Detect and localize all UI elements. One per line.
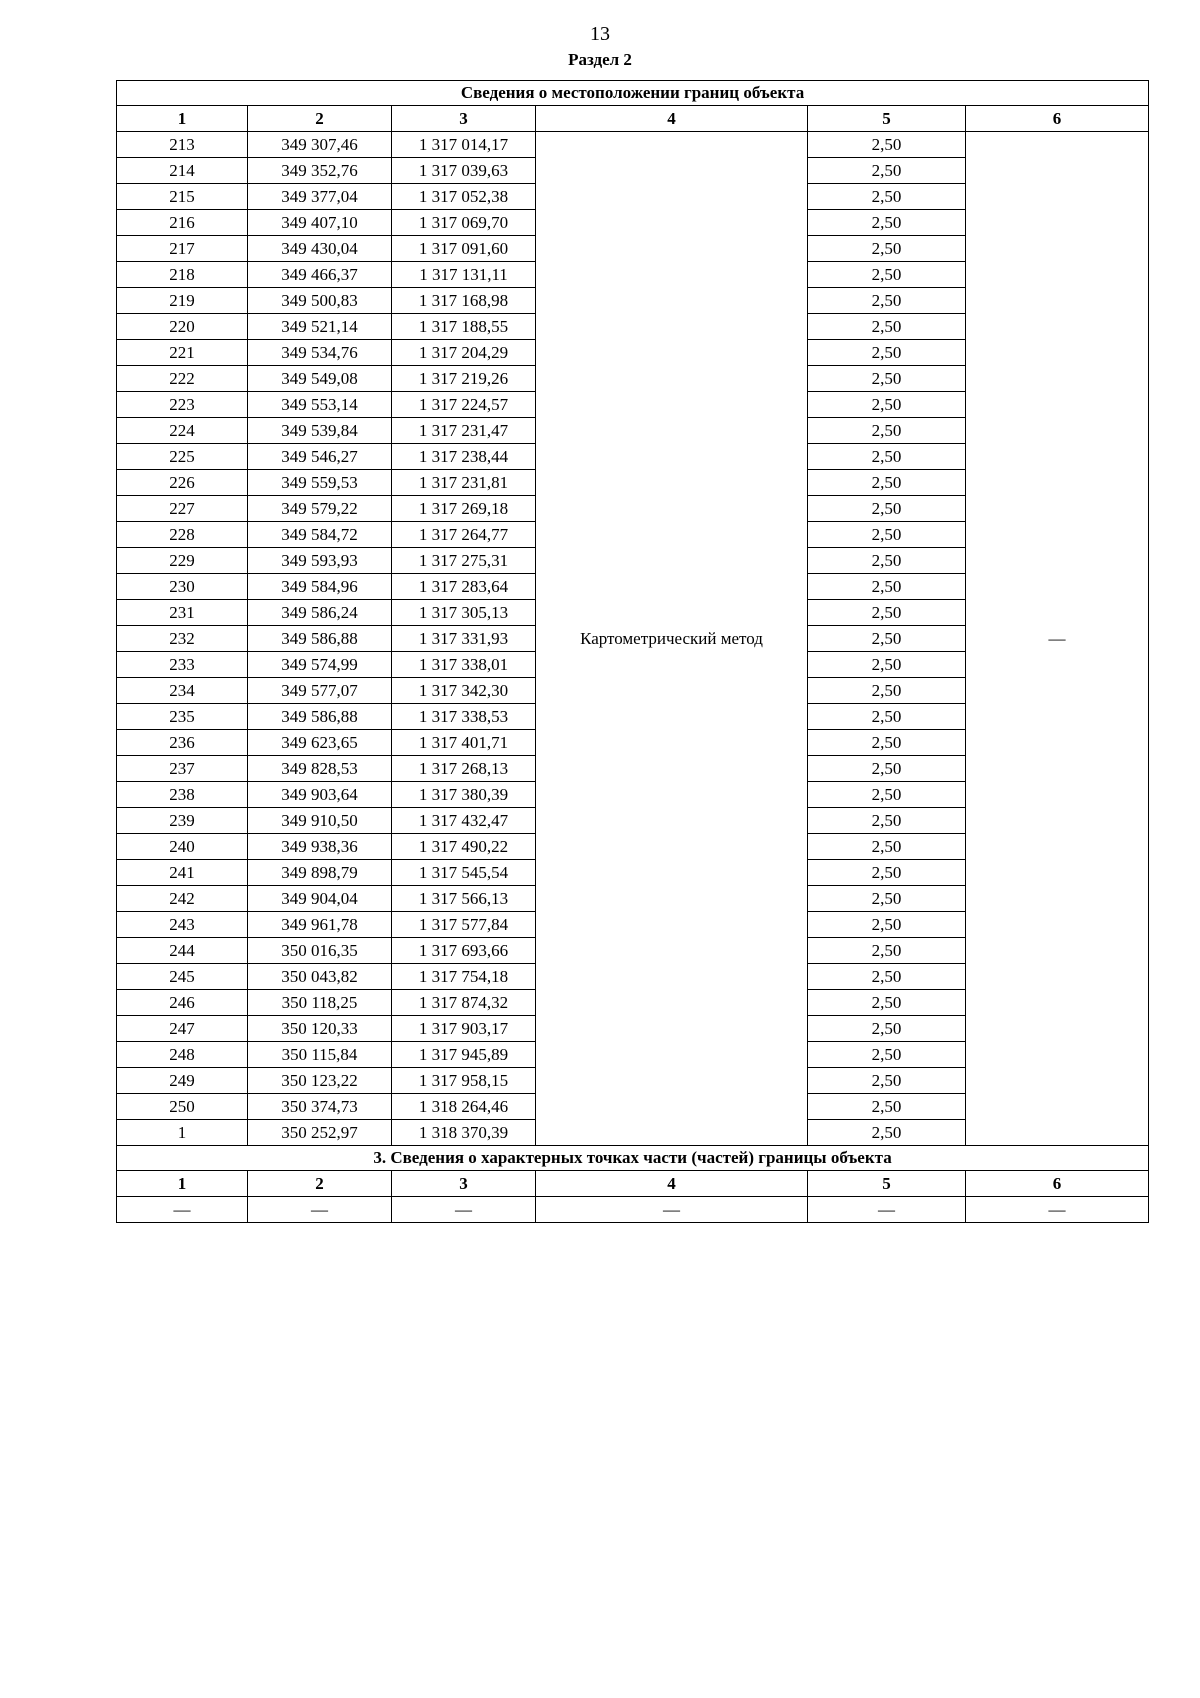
section3-empty-cell: — (536, 1197, 808, 1223)
point-number-cell: 220 (117, 314, 248, 340)
point-number-cell: 215 (117, 184, 248, 210)
y-coordinate-cell: 1 317 874,32 (392, 990, 536, 1016)
section3-column-number: 2 (248, 1171, 392, 1197)
point-number-cell: 228 (117, 522, 248, 548)
point-number-cell: 234 (117, 678, 248, 704)
accuracy-cell: 2,50 (808, 756, 966, 782)
accuracy-cell: 2,50 (808, 886, 966, 912)
x-coordinate-cell: 349 577,07 (248, 678, 392, 704)
x-coordinate-cell: 349 579,22 (248, 496, 392, 522)
point-number-cell: 247 (117, 1016, 248, 1042)
x-coordinate-cell: 350 043,82 (248, 964, 392, 990)
boundary-table (116, 80, 1149, 1223)
x-coordinate-cell: 350 252,97 (248, 1120, 392, 1146)
point-number-cell: 235 (117, 704, 248, 730)
y-coordinate-cell: 1 317 188,55 (392, 314, 536, 340)
y-coordinate-cell: 1 317 283,64 (392, 574, 536, 600)
accuracy-cell: 2,50 (808, 210, 966, 236)
point-number-cell: 214 (117, 158, 248, 184)
y-coordinate-cell: 1 317 945,89 (392, 1042, 536, 1068)
section3-empty-cell: — (392, 1197, 536, 1223)
x-coordinate-cell: 349 546,27 (248, 444, 392, 470)
point-number-cell: 238 (117, 782, 248, 808)
y-coordinate-cell: 1 317 091,60 (392, 236, 536, 262)
x-coordinate-cell: 349 307,46 (248, 132, 392, 158)
point-number-cell: 240 (117, 834, 248, 860)
y-coordinate-cell: 1 317 338,53 (392, 704, 536, 730)
x-coordinate-cell: 349 961,78 (248, 912, 392, 938)
section3-column-number: 4 (536, 1171, 808, 1197)
point-number-cell: 222 (117, 366, 248, 392)
point-number-cell: 237 (117, 756, 248, 782)
point-number-cell: 221 (117, 340, 248, 366)
accuracy-cell: 2,50 (808, 1120, 966, 1146)
x-coordinate-cell: 350 120,33 (248, 1016, 392, 1042)
section3-column-number: 6 (966, 1171, 1149, 1197)
y-coordinate-cell: 1 318 370,39 (392, 1120, 536, 1146)
accuracy-cell: 2,50 (808, 158, 966, 184)
x-coordinate-cell: 350 123,22 (248, 1068, 392, 1094)
method-cell: Картометрический метод (536, 132, 808, 1146)
accuracy-cell: 2,50 (808, 496, 966, 522)
point-number-cell: 217 (117, 236, 248, 262)
y-coordinate-cell: 1 317 545,54 (392, 860, 536, 886)
accuracy-cell: 2,50 (808, 938, 966, 964)
x-coordinate-cell: 349 898,79 (248, 860, 392, 886)
y-coordinate-cell: 1 317 264,77 (392, 522, 536, 548)
accuracy-cell: 2,50 (808, 522, 966, 548)
accuracy-cell: 2,50 (808, 990, 966, 1016)
point-number-cell: 239 (117, 808, 248, 834)
y-coordinate-cell: 1 317 693,66 (392, 938, 536, 964)
y-coordinate-cell: 1 317 238,44 (392, 444, 536, 470)
y-coordinate-cell: 1 317 577,84 (392, 912, 536, 938)
table-title-row (117, 81, 1149, 106)
y-coordinate-cell: 1 317 275,31 (392, 548, 536, 574)
x-coordinate-cell: 349 521,14 (248, 314, 392, 340)
x-coordinate-cell: 349 539,84 (248, 418, 392, 444)
x-coordinate-cell: 350 016,35 (248, 938, 392, 964)
accuracy-cell: 2,50 (808, 392, 966, 418)
accuracy-cell: 2,50 (808, 262, 966, 288)
x-coordinate-cell: 349 586,88 (248, 704, 392, 730)
y-coordinate-cell: 1 317 958,15 (392, 1068, 536, 1094)
y-coordinate-cell: 1 317 342,30 (392, 678, 536, 704)
x-coordinate-cell: 349 586,88 (248, 626, 392, 652)
section3-empty-row (117, 1197, 1149, 1223)
x-coordinate-cell: 349 553,14 (248, 392, 392, 418)
y-coordinate-cell: 1 317 204,29 (392, 340, 536, 366)
column-number: 5 (808, 106, 966, 132)
accuracy-cell: 2,50 (808, 704, 966, 730)
x-coordinate-cell: 349 466,37 (248, 262, 392, 288)
y-coordinate-cell: 1 317 401,71 (392, 730, 536, 756)
column-6-cell: — (966, 132, 1149, 1146)
accuracy-cell: 2,50 (808, 652, 966, 678)
x-coordinate-cell: 349 910,50 (248, 808, 392, 834)
point-number-cell: 244 (117, 938, 248, 964)
x-coordinate-cell: 349 584,72 (248, 522, 392, 548)
accuracy-cell: 2,50 (808, 444, 966, 470)
x-coordinate-cell: 349 430,04 (248, 236, 392, 262)
section3-empty-cell: — (248, 1197, 392, 1223)
y-coordinate-cell: 1 318 264,46 (392, 1094, 536, 1120)
x-coordinate-cell: 349 352,76 (248, 158, 392, 184)
x-coordinate-cell: 349 623,65 (248, 730, 392, 756)
point-number-cell: 229 (117, 548, 248, 574)
point-number-cell: 233 (117, 652, 248, 678)
point-number-cell: 245 (117, 964, 248, 990)
section-title: Раздел 2 (568, 50, 632, 69)
point-number-cell: 219 (117, 288, 248, 314)
accuracy-cell: 2,50 (808, 132, 966, 158)
column-number: 3 (392, 106, 536, 132)
x-coordinate-cell: 349 549,08 (248, 366, 392, 392)
x-coordinate-cell: 349 904,04 (248, 886, 392, 912)
section3-empty-cell: — (808, 1197, 966, 1223)
point-number-cell: 225 (117, 444, 248, 470)
point-number-cell: 227 (117, 496, 248, 522)
accuracy-cell: 2,50 (808, 808, 966, 834)
column-number: 1 (117, 106, 248, 132)
point-number-cell: 232 (117, 626, 248, 652)
accuracy-cell: 2,50 (808, 470, 966, 496)
point-number-cell: 218 (117, 262, 248, 288)
x-coordinate-cell: 350 374,73 (248, 1094, 392, 1120)
point-number-cell: 250 (117, 1094, 248, 1120)
accuracy-cell: 2,50 (808, 340, 966, 366)
section3-title: 3. Сведения о характерных точках части (частей) границы объекта (117, 1146, 1149, 1171)
point-number-cell: 236 (117, 730, 248, 756)
table-title: Сведения о местоположении границ объекта (117, 81, 1149, 106)
accuracy-cell: 2,50 (808, 782, 966, 808)
x-coordinate-cell: 349 938,36 (248, 834, 392, 860)
section3-column-number: 1 (117, 1171, 248, 1197)
x-coordinate-cell: 349 500,83 (248, 288, 392, 314)
point-number-cell: 216 (117, 210, 248, 236)
y-coordinate-cell: 1 317 231,47 (392, 418, 536, 444)
y-coordinate-cell: 1 317 268,13 (392, 756, 536, 782)
section3-empty-cell: — (117, 1197, 248, 1223)
x-coordinate-cell: 349 534,76 (248, 340, 392, 366)
accuracy-cell: 2,50 (808, 574, 966, 600)
point-number-cell: 248 (117, 1042, 248, 1068)
x-coordinate-cell: 349 584,96 (248, 574, 392, 600)
x-coordinate-cell: 349 593,93 (248, 548, 392, 574)
point-number-cell: 223 (117, 392, 248, 418)
boundary-table-body (117, 81, 1149, 1223)
point-number-cell: 213 (117, 132, 248, 158)
accuracy-cell: 2,50 (808, 418, 966, 444)
point-number-cell: 1 (117, 1120, 248, 1146)
column-number: 4 (536, 106, 808, 132)
accuracy-cell: 2,50 (808, 184, 966, 210)
accuracy-cell: 2,50 (808, 912, 966, 938)
x-coordinate-cell: 349 586,24 (248, 600, 392, 626)
point-number-cell: 243 (117, 912, 248, 938)
table-row (117, 132, 1149, 158)
accuracy-cell: 2,50 (808, 548, 966, 574)
y-coordinate-cell: 1 317 224,57 (392, 392, 536, 418)
section3-column-number: 5 (808, 1171, 966, 1197)
x-coordinate-cell: 349 559,53 (248, 470, 392, 496)
accuracy-cell: 2,50 (808, 236, 966, 262)
y-coordinate-cell: 1 317 131,11 (392, 262, 536, 288)
point-number-cell: 241 (117, 860, 248, 886)
x-coordinate-cell: 349 574,99 (248, 652, 392, 678)
y-coordinate-cell: 1 317 269,18 (392, 496, 536, 522)
y-coordinate-cell: 1 317 566,13 (392, 886, 536, 912)
accuracy-cell: 2,50 (808, 964, 966, 990)
column-number: 6 (966, 106, 1149, 132)
point-number-cell: 230 (117, 574, 248, 600)
point-number-cell: 242 (117, 886, 248, 912)
page-number: 13 (590, 23, 610, 45)
section3-title-row (117, 1146, 1149, 1171)
accuracy-cell: 2,50 (808, 1016, 966, 1042)
y-coordinate-cell: 1 317 069,70 (392, 210, 536, 236)
point-number-cell: 246 (117, 990, 248, 1016)
accuracy-cell: 2,50 (808, 288, 966, 314)
accuracy-cell: 2,50 (808, 1042, 966, 1068)
column-numbers-row (117, 106, 1149, 132)
accuracy-cell: 2,50 (808, 678, 966, 704)
point-number-cell: 249 (117, 1068, 248, 1094)
x-coordinate-cell: 350 118,25 (248, 990, 392, 1016)
accuracy-cell: 2,50 (808, 1094, 966, 1120)
x-coordinate-cell: 350 115,84 (248, 1042, 392, 1068)
x-coordinate-cell: 349 377,04 (248, 184, 392, 210)
point-number-cell: 231 (117, 600, 248, 626)
accuracy-cell: 2,50 (808, 730, 966, 756)
y-coordinate-cell: 1 317 052,38 (392, 184, 536, 210)
section3-column-number: 3 (392, 1171, 536, 1197)
point-number-cell: 224 (117, 418, 248, 444)
y-coordinate-cell: 1 317 380,39 (392, 782, 536, 808)
y-coordinate-cell: 1 317 305,13 (392, 600, 536, 626)
point-number-cell: 226 (117, 470, 248, 496)
y-coordinate-cell: 1 317 219,26 (392, 366, 536, 392)
accuracy-cell: 2,50 (808, 314, 966, 340)
y-coordinate-cell: 1 317 903,17 (392, 1016, 536, 1042)
accuracy-cell: 2,50 (808, 1068, 966, 1094)
y-coordinate-cell: 1 317 432,47 (392, 808, 536, 834)
y-coordinate-cell: 1 317 039,63 (392, 158, 536, 184)
y-coordinate-cell: 1 317 490,22 (392, 834, 536, 860)
y-coordinate-cell: 1 317 231,81 (392, 470, 536, 496)
x-coordinate-cell: 349 828,53 (248, 756, 392, 782)
x-coordinate-cell: 349 407,10 (248, 210, 392, 236)
accuracy-cell: 2,50 (808, 600, 966, 626)
accuracy-cell: 2,50 (808, 626, 966, 652)
y-coordinate-cell: 1 317 014,17 (392, 132, 536, 158)
accuracy-cell: 2,50 (808, 834, 966, 860)
section3-empty-cell: — (966, 1197, 1149, 1223)
x-coordinate-cell: 349 903,64 (248, 782, 392, 808)
y-coordinate-cell: 1 317 338,01 (392, 652, 536, 678)
y-coordinate-cell: 1 317 754,18 (392, 964, 536, 990)
accuracy-cell: 2,50 (808, 366, 966, 392)
column-number: 2 (248, 106, 392, 132)
accuracy-cell: 2,50 (808, 860, 966, 886)
y-coordinate-cell: 1 317 331,93 (392, 626, 536, 652)
section3-column-numbers-row (117, 1171, 1149, 1197)
y-coordinate-cell: 1 317 168,98 (392, 288, 536, 314)
